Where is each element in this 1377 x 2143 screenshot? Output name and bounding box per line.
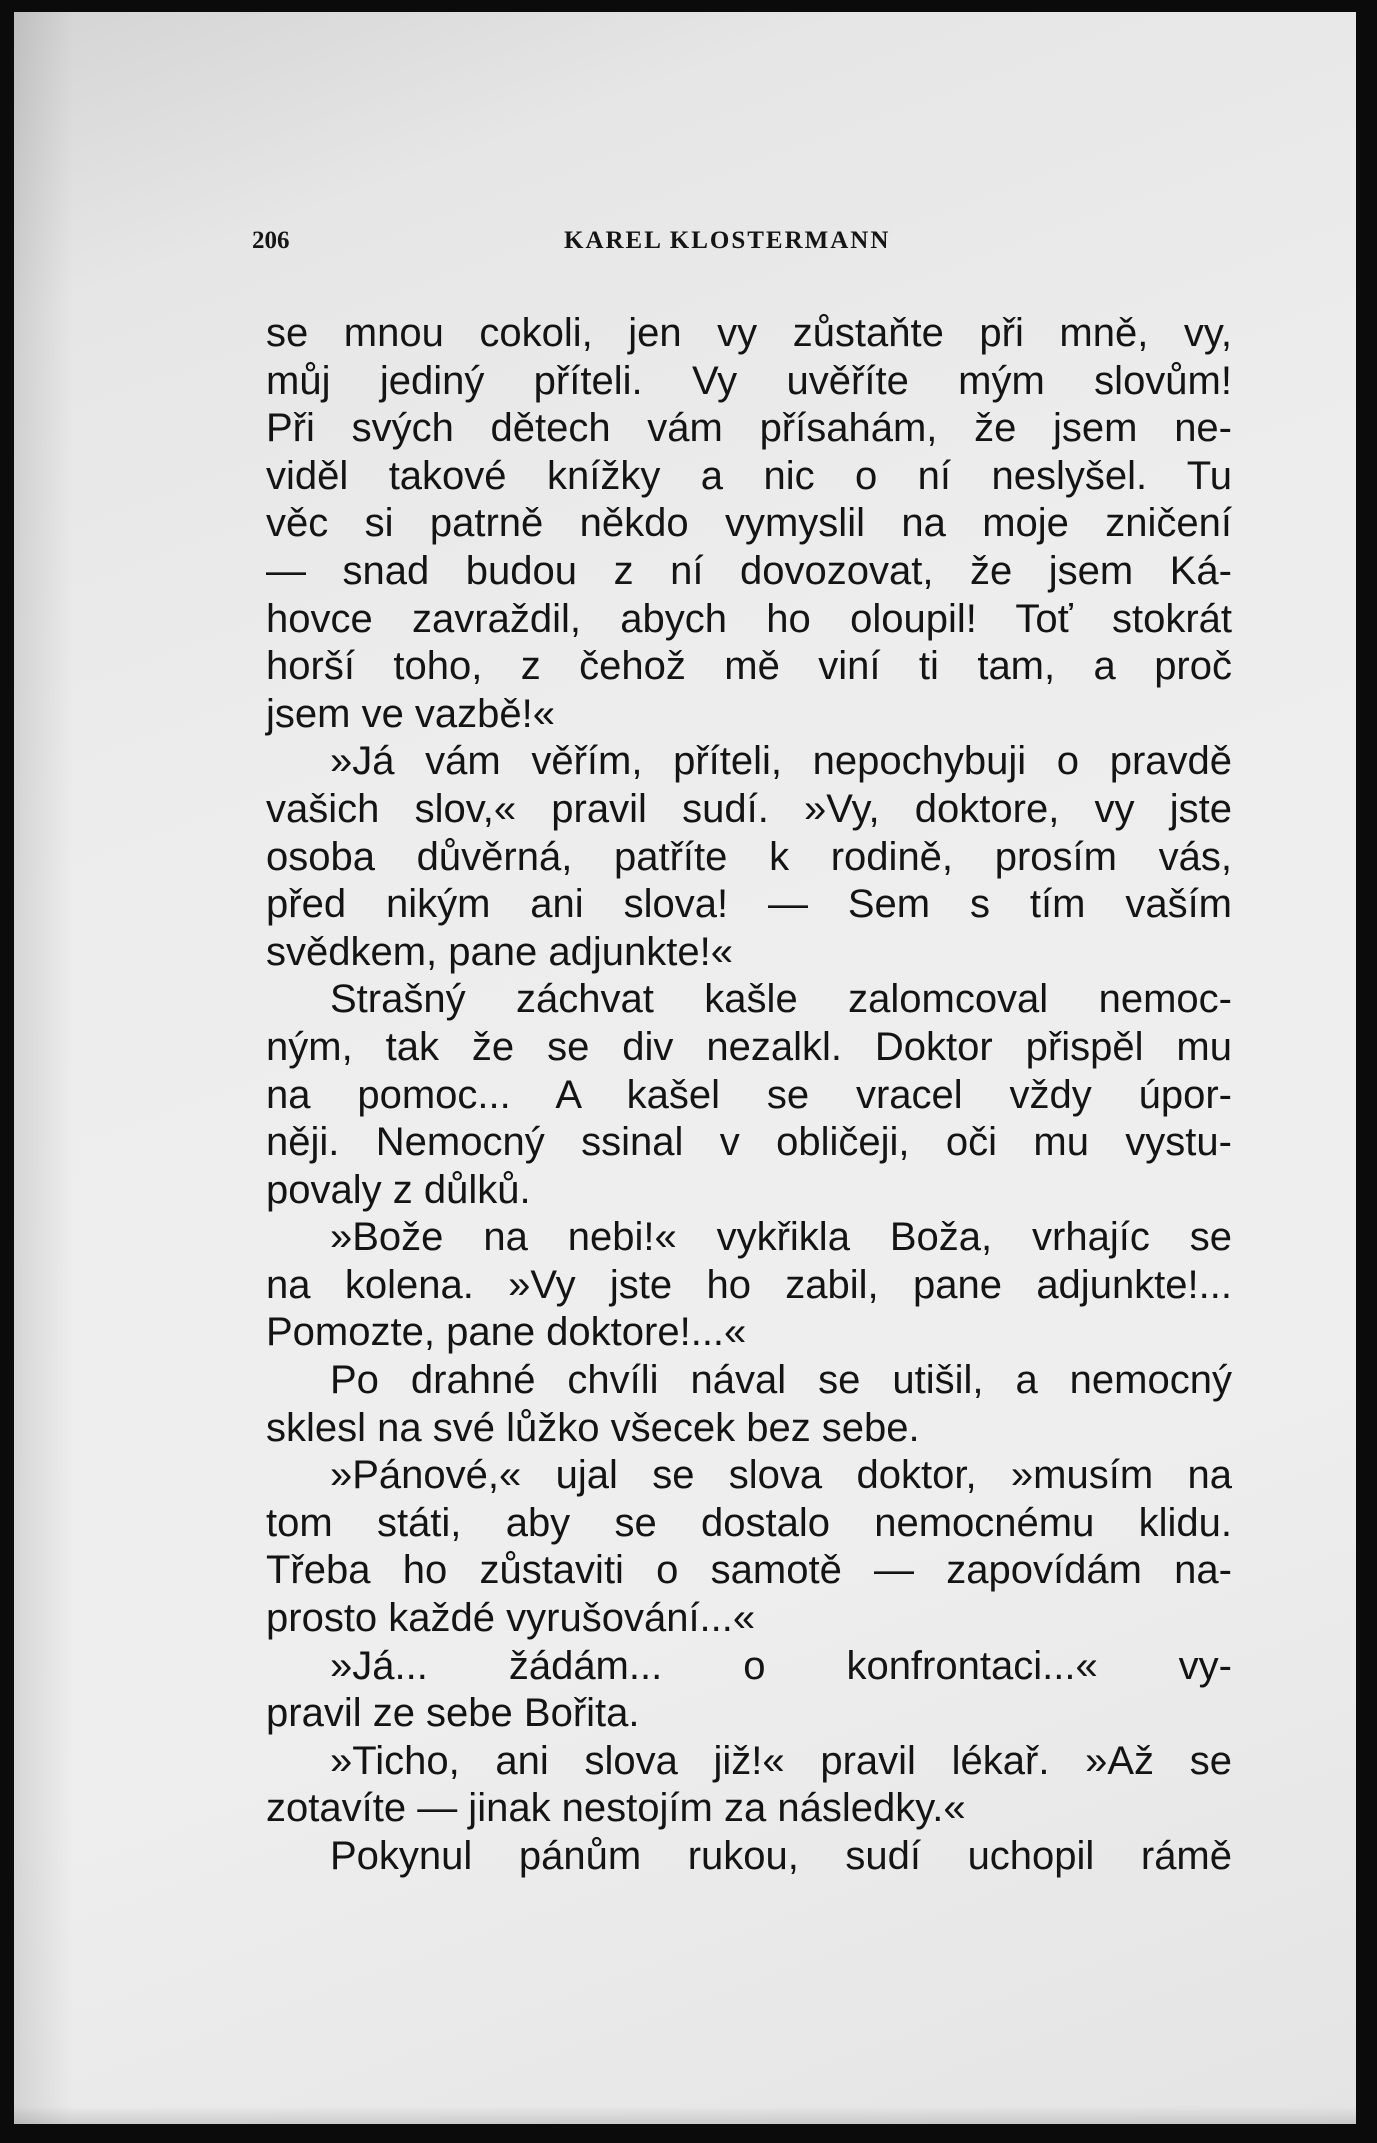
body-text: [266, 310, 1232, 1881]
page-shadow: [14, 12, 74, 2124]
text-line: něji. Nemocný ssinal v obličeji, oči mu vystu-: [266, 1120, 1232, 1165]
text-line: Při svých dětech vám přísahám, že jsem ne-: [266, 406, 1232, 451]
text-line: na pomoc... A kašel se vracel vždy úpor-: [266, 1072, 1232, 1117]
text-line: před nikým ani slova! — Sem s tím vaším: [266, 882, 1232, 927]
text-line: Třeba ho zůstaviti o samotě — zapovídám na-: [266, 1548, 1232, 1593]
text-line: jsem ve vazbě!«: [266, 691, 556, 736]
text-line: prosto každé vyrušování...«: [266, 1596, 756, 1641]
text-line: horší toho, z čehož mě viní ti tam, a proč: [266, 644, 1232, 689]
text-line: na kolena. »Vy jste ho zabil, pane adjunkte!...: [266, 1262, 1232, 1307]
text-line: — snad budou z ní dovozovat, že jsem Ká-: [266, 548, 1232, 593]
book-page: [14, 12, 1356, 2124]
text-line: »Já vám věřím, příteli, nepochybuji o pravdě: [330, 739, 1232, 784]
page-bottom-edge: [14, 2106, 1356, 2124]
text-line: svědkem, pane adjunkte!«: [266, 929, 733, 974]
running-head: KAREL KLOSTERMANN: [564, 227, 891, 254]
text-line: zotavíte — jinak nestojím za následky.«: [266, 1786, 966, 1831]
text-line: Strašný záchvat kašle zalomcoval nemoc-: [330, 977, 1232, 1022]
text-line: pravil ze sebe Bořita.: [266, 1691, 640, 1736]
text-line: povaly z důlků.: [266, 1167, 531, 1212]
text-line: »Ticho, ani slova již!« pravil lékař. »Až se: [330, 1738, 1232, 1783]
text-line: osoba důvěrná, patříte k rodině, prosím vás,: [266, 834, 1232, 879]
page-number: 206: [252, 227, 290, 254]
text-line: Po drahné chvíli nával se utišil, a nemocný: [330, 1358, 1232, 1403]
text-line: se mnou cokoli, jen vy zůstaňte při mně, vy,: [266, 311, 1232, 355]
text-line: tom státi, aby se dostalo nemocnému klidu.: [266, 1500, 1232, 1545]
text-line: vašich slov,« pravil sudí. »Vy, doktore, vy jste: [266, 786, 1232, 831]
text-line: Pomozte, pane doktore!...«: [266, 1310, 747, 1355]
text-line: můj jediný příteli. Vy uvěříte mým slovům!: [266, 358, 1232, 403]
text-line: »Pánové,« ujal se slova doktor, »musím na: [330, 1453, 1232, 1498]
text-line: hovce zavraždil, abych ho oloupil! Toť stokrát: [266, 596, 1232, 641]
text-line: »Bože na nebi!« vykřikla Boža, vrhajíc se: [330, 1215, 1232, 1260]
page-header: [252, 227, 932, 267]
text-line: Pokynul pánům rukou, sudí uchopil rámě: [330, 1834, 1232, 1878]
text-line: věc si patrně někdo vymyslil na moje zničení: [266, 501, 1232, 546]
text-line: »Já... žádám... o konfrontaci...« vy-: [330, 1643, 1232, 1688]
text-line: sklesl na své lůžko všecek bez sebe.: [266, 1405, 920, 1450]
text-line: ným, tak že se div nezalkl. Doktor přispěl mu: [266, 1024, 1232, 1069]
text-line: viděl takové knížky a nic o ní neslyšel. Tu: [266, 453, 1232, 498]
